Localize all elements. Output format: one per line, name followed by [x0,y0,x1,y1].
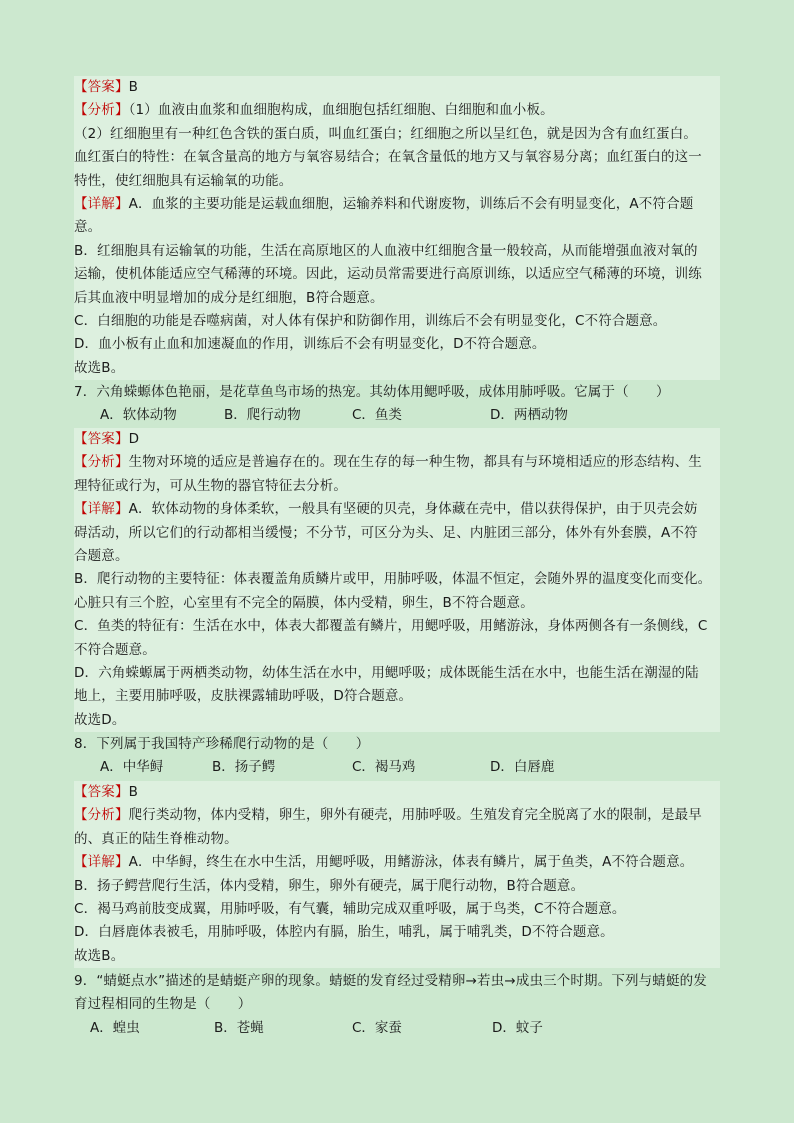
detail-text: C．鱼类的特征有：生活在水中，体表大都覆盖有鳞片，用鳃呼吸，用鳍游泳，身体两侧各有一条侧线，C [74,618,708,635]
analysis-tag: 【分析】 [74,454,129,471]
analysis-line [74,804,720,827]
detail-tag: 【详解】 [74,501,129,518]
answer-block-q6 [74,76,720,380]
conclusion-text: 故选B。 [74,359,125,376]
question-stem: 7．六角蝾螈体色艳丽，是花草鱼鸟市场的热宠。其幼体用鳃呼吸，成体用肺呼吸。它属于（ ） [74,384,670,400]
detail-text: 地上，主要用肺呼吸，皮肤裸露辅助呼吸，D符合题意。 [74,688,413,705]
answer-text: D [128,431,140,447]
detail-line [74,522,720,545]
detail-text: B．扬子鳄营爬行生活，体内受精，卵生，卵外有硬壳，属于爬行动物，B符合题意。 [74,877,585,894]
analysis-text: （1）血液由血浆和血细胞构成，血细胞包括红细胞、白细胞和血小板。 [128,102,554,119]
option-a: A．中华鲟 [100,759,164,776]
analysis-text: 血红蛋白的特性：在氧含量高的地方与氧容易结合；在氧含量低的地方又与氧容易分离；血红蛋白的这一 [74,149,702,166]
option-b: B．苍蝇 [214,1019,264,1036]
answer-block-q8 [74,781,720,968]
question-7 [74,381,734,428]
answer-block-q7 [74,428,720,732]
answer-line [74,428,720,451]
detail-line [74,240,720,263]
detail-text: D．血小板有止血和加速凝血的作用，训练后不会有明显变化，D不符合题意。 [74,336,546,353]
analysis-text: 理特征或行为，可从生物的器官特征去分析。 [74,477,347,494]
answer-tag: 【答案】 [74,431,129,447]
answer-line [74,781,720,804]
analysis-line [74,170,720,193]
analysis-text: 特性，使红细胞具有运输氧的功能。 [74,172,293,189]
analysis-line [74,451,720,474]
analysis-text: 生物对环境的适应是普遍存在的。现在生存的每一种生物，都具有与环境相适应的形态结构、生 [128,454,702,471]
question-stem: 8．下列属于我国特产珍稀爬行动物的是（ ） [74,736,370,752]
detail-text: A．中华鲟，终生在水中生活，用鳃呼吸，用鳍游泳，体表有鳞片，属于鱼类，A不符合题意。 [128,854,694,871]
analysis-tag: 【分析】 [74,807,129,824]
option-d: D．两栖动物 [490,407,568,424]
question-stem: 9．“蜻蜓点水”描述的是蜻蜓产卵的现象。蜻蜓的发育经过受精卵→若虫→成虫三个时期。下列与蜻蜓的发 [74,973,707,989]
conclusion-text: 故选B。 [74,947,125,964]
options-row [74,404,734,427]
detail-text: 心脏只有三个腔，心室里有不完全的隔膜，体内受精，卵生，B不符合题意。 [74,594,534,611]
conclusion-line [74,709,720,732]
answer-tag: 【答案】 [74,79,129,95]
detail-text: 后其血液中明显增加的成分是红细胞，B符合题意。 [74,289,384,306]
analysis-line [74,475,720,498]
analysis-text: 的、真正的陆生脊椎动物。 [74,830,238,847]
analysis-text: （2）红细胞里有一种红色含铁的蛋白质，叫血红蛋白；红细胞之所以呈红色，就是因为含有血红蛋白。 [74,125,697,142]
question-9 [74,970,734,1040]
detail-line [74,898,720,921]
detail-tag: 【详解】 [74,195,129,212]
detail-text: 碍活动，所以它们的行动都相当缓慢；不分节，可区分为头、足、内脏团三部分，体外有外套膜，A不符 [74,524,698,541]
options-row [74,1017,734,1040]
detail-text: 意。 [74,219,102,236]
detail-text: A．血浆的主要功能是运载血细胞，运输养料和代谢废物，训练后不会有明显变化，A不符合题 [128,195,694,212]
option-d: D．蚊子 [492,1019,543,1036]
detail-line [74,875,720,898]
answer-line [74,76,720,99]
answer-text: B [128,79,139,95]
detail-text: 合题意。 [74,547,129,564]
detail-text: D．六角蝾螈属于两栖类动物，幼体生活在水中，用鳃呼吸；成体既能生活在水中，也能生活在潮湿的陆 [74,664,699,681]
detail-text: 不符合题意。 [74,641,156,658]
detail-line [74,568,720,591]
detail-line [74,639,720,662]
analysis-line [74,99,720,122]
detail-text: B．红细胞具有运输氧的功能，生活在高原地区的人血液中红细胞含量一般较高，从而能增强血液对氧的 [74,242,698,259]
option-c: C．鱼类 [352,407,402,424]
option-c: C．褐马鸡 [352,759,416,776]
detail-text: 运输，使机体能适应空气稀薄的环境。因此，运动员常需要进行高原训练，以适应空气稀薄的环境，训练 [74,266,702,283]
detail-line [74,263,720,286]
answer-tag: 【答案】 [74,784,129,800]
detail-text: C．褐马鸡前肢变成翼，用肺呼吸，有气囊，辅助完成双重呼吸，属于鸟类，C不符合题意。 [74,900,626,917]
option-d: D．白唇鹿 [490,759,555,776]
conclusion-line [74,357,720,380]
detail-line [74,662,720,685]
detail-line [74,193,720,216]
option-a: A．蝗虫 [90,1019,140,1036]
detail-line [74,287,720,310]
detail-text: C．白细胞的功能是吞噬病菌，对人体有保护和防御作用，训练后不会有明显变化，C不符合题意。 [74,312,667,329]
answer-text: B [128,784,139,800]
question-stem: 育过程相同的生物是（ ） [74,996,252,1013]
detail-tag: 【详解】 [74,854,129,871]
detail-text: B．爬行动物的主要特征：体表覆盖角质鳞片或甲，用肺呼吸，体温不恒定，会随外界的温度变化而变化。 [74,571,712,588]
detail-text: D．白唇鹿体表被毛，用肺呼吸，体腔内有膈，胎生，哺乳，属于哺乳类，D不符合题意。 [74,924,614,941]
detail-line [74,333,720,356]
detail-line [74,545,720,568]
detail-line [74,615,720,638]
detail-text: A．软体动物的身体柔软，一般具有坚硬的贝壳，身体藏在壳中，借以获得保护，由于贝壳会妨 [128,501,698,518]
option-b: B．扬子鳄 [212,759,276,776]
detail-line [74,592,720,615]
detail-line [74,851,720,874]
detail-line [74,921,720,944]
option-a: A．软体动物 [100,407,177,424]
analysis-line [74,828,720,851]
analysis-line [74,123,720,146]
question-8 [74,733,734,780]
detail-line [74,498,720,521]
analysis-text: 爬行类动物，体内受精，卵生，卵外有硬壳，用肺呼吸。生殖发育完全脱离了水的限制，是最早 [128,807,702,824]
analysis-tag: 【分析】 [74,102,129,119]
detail-line [74,216,720,239]
conclusion-text: 故选D。 [74,711,126,728]
detail-line [74,685,720,708]
conclusion-line [74,945,720,968]
detail-line [74,310,720,333]
options-row [74,756,734,779]
analysis-line [74,146,720,169]
option-b: B．爬行动物 [224,407,301,424]
option-c: C．家蚕 [352,1019,402,1036]
